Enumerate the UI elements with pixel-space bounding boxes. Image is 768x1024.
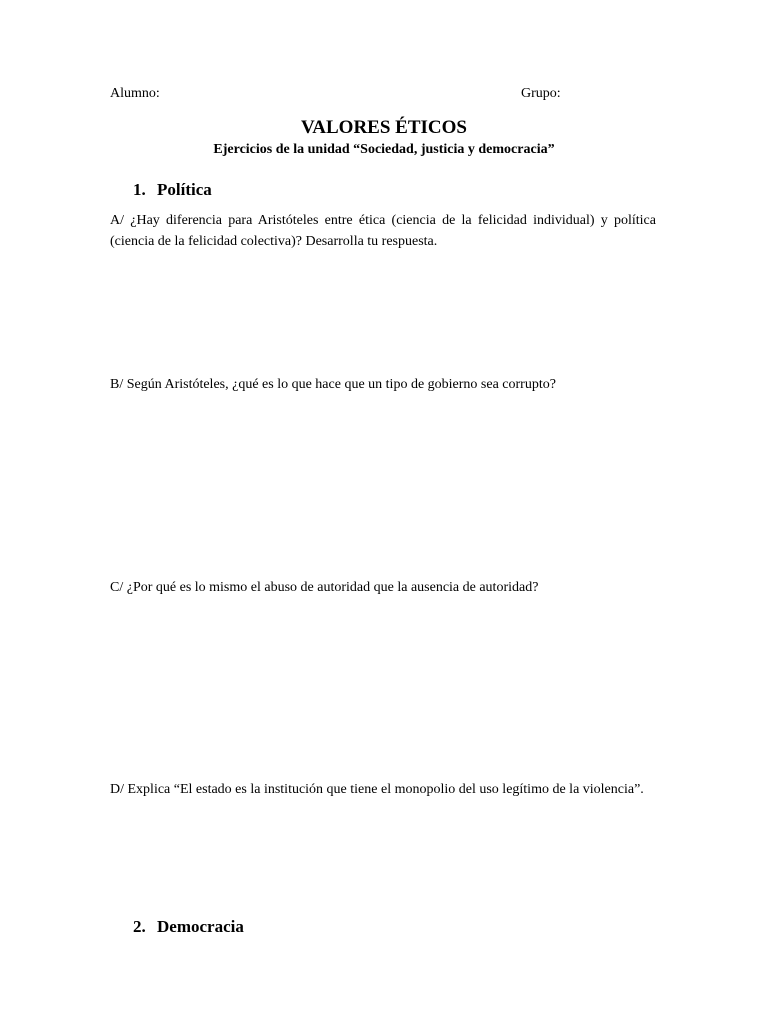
student-info-row [110, 86, 656, 104]
grupo-label: Grupo: [521, 86, 561, 101]
section-number: 1. [133, 180, 146, 199]
question-d: D/ Explica “El estado es la institución que tiene el monopolio del uso legítimo de la violencia”. [110, 782, 644, 797]
section-heading-politica [133, 180, 212, 200]
alumno-label: Alumno: [110, 86, 160, 101]
section-heading-democracia [133, 917, 244, 937]
section-number: 2. [133, 917, 146, 936]
section-title: Política [157, 180, 212, 199]
document-subtitle: Ejercicios de la unidad “Sociedad, justicia y democracia” [213, 142, 555, 157]
question-b: B/ Según Aristóteles, ¿qué es lo que hace que un tipo de gobierno sea corrupto? [110, 377, 556, 392]
question-c: C/ ¿Por qué es lo mismo el abuso de autoridad que la ausencia de autoridad? [110, 580, 539, 595]
section-title: Democracia [157, 917, 244, 936]
document-title: VALORES ÉTICOS [301, 117, 467, 138]
question-a: A/ ¿Hay diferencia para Aristóteles entre ética (ciencia de la felicidad individual) y política (ciencia de la felicidad colectiva)? Desarrolla tu respuesta. [110, 213, 656, 249]
